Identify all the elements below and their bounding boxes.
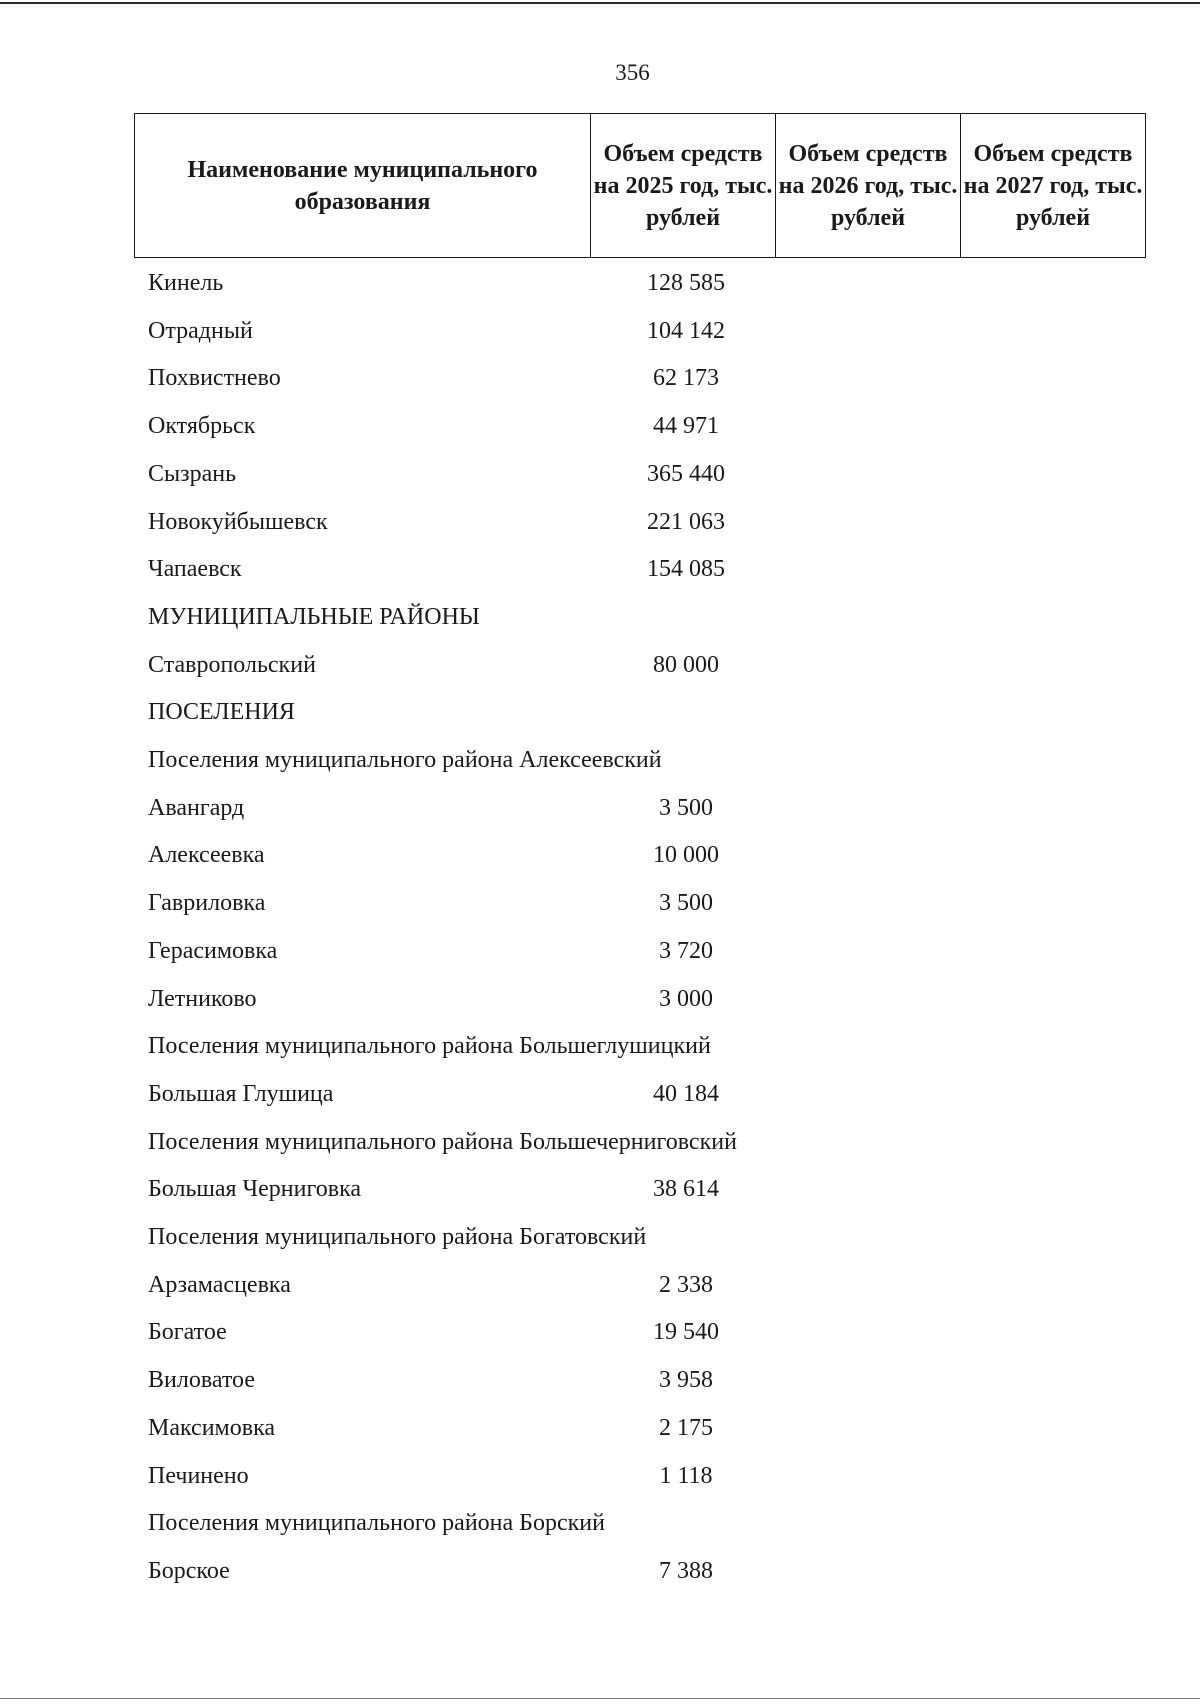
table-row	[0, 1079, 1200, 1119]
volume-2025-value: 38 614	[653, 1176, 719, 1202]
municipality-name: Новокуйбышевск	[148, 509, 328, 535]
volume-2025-value: 62 173	[653, 365, 719, 391]
volume-2025-value: 365 440	[647, 461, 725, 487]
volume-2025-value: 44 971	[653, 413, 719, 439]
table-row	[0, 316, 1200, 356]
table-row	[0, 1270, 1200, 1310]
table-row	[0, 1413, 1200, 1453]
volume-2025-value: 10 000	[653, 842, 719, 868]
municipality-name: Арзамасцевка	[148, 1272, 291, 1298]
municipality-name: Чапаевск	[148, 556, 242, 582]
table-row	[0, 554, 1200, 594]
scan-top-edge	[0, 2, 1200, 4]
municipality-name: Виловатое	[148, 1367, 255, 1393]
group-heading: Поселения муниципального района Большечерниговский	[148, 1129, 737, 1155]
group-heading-row	[0, 1031, 1200, 1071]
municipality-name: Кинель	[148, 270, 224, 296]
volume-2025-value: 128 585	[647, 270, 725, 296]
page-number: 356	[615, 60, 650, 85]
table-row	[0, 936, 1200, 976]
section-heading-row	[0, 602, 1200, 642]
table-row	[0, 1174, 1200, 1214]
table-row	[0, 888, 1200, 928]
municipality-name: Большая Глушица	[148, 1081, 334, 1107]
volume-2025-value: 3 958	[659, 1367, 713, 1393]
table-row	[0, 411, 1200, 451]
volume-2025-value: 7 388	[659, 1558, 713, 1584]
municipality-name: Герасимовка	[148, 938, 278, 964]
volume-2025-value: 2 175	[659, 1415, 713, 1441]
volume-2025-value: 3 720	[659, 938, 713, 964]
municipality-name: Большая Черниговка	[148, 1176, 362, 1202]
volume-2025-value: 2 338	[659, 1272, 713, 1298]
municipality-name: Летниково	[148, 986, 257, 1012]
group-heading: Поселения муниципального района Богатовский	[148, 1224, 647, 1250]
volume-2025-value: 104 142	[647, 318, 725, 344]
section-heading: МУНИЦИПАЛЬНЫЕ РАЙОНЫ	[148, 604, 480, 630]
table-row	[0, 1461, 1200, 1501]
municipality-name: Гавриловка	[148, 890, 266, 916]
volume-2025-value: 3 500	[659, 795, 713, 821]
municipality-name: Октябрьск	[148, 413, 256, 439]
volume-2025-value: 40 184	[653, 1081, 719, 1107]
table-row	[0, 984, 1200, 1024]
municipality-name: Борское	[148, 1558, 230, 1584]
group-heading-row	[0, 745, 1200, 785]
table-header	[134, 113, 1146, 258]
table-row	[0, 268, 1200, 308]
table-row	[0, 793, 1200, 833]
volume-2025-value: 80 000	[653, 652, 719, 678]
volume-2025-value: 1 118	[659, 1463, 713, 1489]
table-row	[0, 1556, 1200, 1596]
table-row	[0, 650, 1200, 690]
section-heading: ПОСЕЛЕНИЯ	[148, 699, 295, 725]
table-row	[0, 840, 1200, 880]
volume-2025-value: 221 063	[647, 509, 725, 535]
volume-2025-value: 3 500	[659, 890, 713, 916]
table-row	[0, 507, 1200, 547]
volume-2025-value: 3 000	[659, 986, 713, 1012]
municipality-name: Похвистнево	[148, 365, 281, 391]
scan-bottom-edge	[0, 1698, 1200, 1699]
group-heading-row	[0, 1222, 1200, 1262]
municipality-name: Богатое	[148, 1319, 227, 1345]
municipality-name: Алексеевка	[148, 842, 265, 868]
header-volume-2027: Объем средств на 2027 год, тыс. рублей	[961, 114, 1146, 258]
volume-2025-value: 154 085	[647, 556, 725, 582]
municipality-name: Ставропольский	[148, 652, 316, 678]
group-heading-row	[0, 1508, 1200, 1548]
municipality-name: Авангард	[148, 795, 245, 821]
municipality-name: Отрадный	[148, 318, 253, 344]
header-volume-2026: Объем средств на 2026 год, тыс. рублей	[776, 114, 961, 258]
table-header-row	[135, 114, 1146, 258]
table-row	[0, 459, 1200, 499]
table-row	[0, 1365, 1200, 1405]
header-municipality-name: Наименование муниципального образования	[135, 114, 591, 258]
table-row	[0, 363, 1200, 403]
header-volume-2025: Объем средств на 2025 год, тыс. рублей	[591, 114, 776, 258]
municipality-name: Максимовка	[148, 1415, 276, 1441]
group-heading: Поселения муниципального района Борский	[148, 1510, 605, 1536]
group-heading: Поселения муниципального района Большеглушицкий	[148, 1033, 711, 1059]
group-heading-row	[0, 1127, 1200, 1167]
section-heading-row	[0, 697, 1200, 737]
volume-2025-value: 19 540	[653, 1319, 719, 1345]
table-row	[0, 1317, 1200, 1357]
municipality-name: Печинено	[148, 1463, 249, 1489]
municipality-name: Сызрань	[148, 461, 237, 487]
group-heading: Поселения муниципального района Алексеевский	[148, 747, 662, 773]
